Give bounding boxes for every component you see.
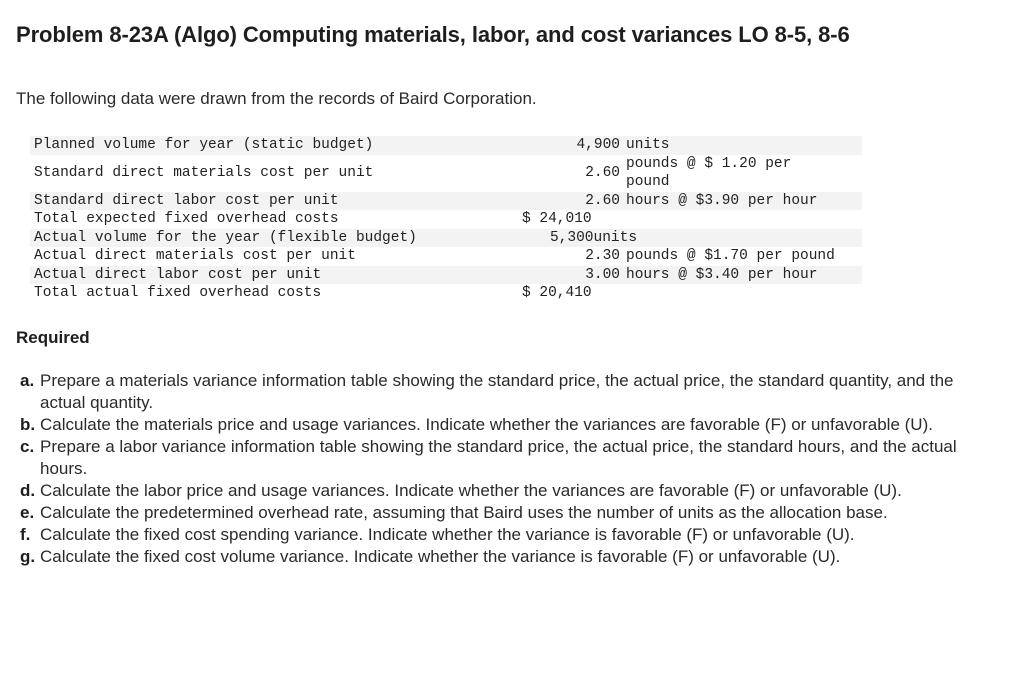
row-label: Standard direct materials cost per unit xyxy=(34,164,374,181)
page-title: Problem 8-23A (Algo) Computing materials, labor, and cost variances LO 8-5, 8-6 xyxy=(16,22,850,47)
item-text: Calculate the labor price and usage variances. Indicate whether the variances are favorable (F) or unfavorable (U). xyxy=(40,481,902,500)
row-label: Total actual fixed overhead costs xyxy=(34,285,322,301)
row-unit: units xyxy=(620,136,862,155)
item-letter: c. xyxy=(20,437,35,456)
row-value: 2.60 xyxy=(518,192,620,211)
list-item xyxy=(20,414,970,436)
list-item xyxy=(20,524,970,546)
table-row xyxy=(30,284,862,303)
list-item xyxy=(20,502,970,524)
row-label: Actual direct materials cost per unit xyxy=(34,248,356,264)
row-value: 2.60 xyxy=(585,164,620,181)
row-unit: hours @ $3.40 per hour xyxy=(620,266,862,285)
item-letter: g. xyxy=(20,547,36,566)
row-value: 4,900 xyxy=(518,136,620,155)
table-row xyxy=(30,136,862,155)
row-unit: hours @ $3.90 per hour xyxy=(620,192,862,211)
item-text: Calculate the predetermined overhead rate, assuming that Baird uses the number of units as the allocation base. xyxy=(40,503,888,522)
list-item xyxy=(20,370,970,414)
list-item xyxy=(20,546,970,568)
row-unit xyxy=(620,284,862,303)
item-letter: d. xyxy=(20,481,36,500)
row-unit: pounds @ $1.70 per pound xyxy=(626,248,835,264)
table-row xyxy=(30,192,862,211)
row-value: $ 20,410 xyxy=(522,285,592,301)
list-item xyxy=(20,480,970,502)
data-table xyxy=(30,136,862,303)
table-row xyxy=(30,210,862,229)
intro-text: The following data were drawn from the records of Baird Corporation. xyxy=(16,89,537,108)
row-label: Actual direct labor cost per unit xyxy=(30,266,518,285)
item-letter: e. xyxy=(20,503,35,522)
row-label: Planned volume for year (static budget) xyxy=(30,136,518,155)
row-label: Total expected fixed overhead costs xyxy=(34,211,339,227)
table-row xyxy=(30,266,862,285)
required-heading: Required xyxy=(16,328,90,347)
row-label: Standard direct labor cost per unit xyxy=(30,192,518,211)
row-value: 3.00 xyxy=(518,266,620,285)
table-row xyxy=(30,155,862,192)
table-row xyxy=(30,229,862,248)
table-row xyxy=(30,247,862,266)
item-text: Prepare a labor variance information table showing the standard price, the actual price, the standard hours, and the actual hours. xyxy=(40,437,957,478)
item-text: Calculate the materials price and usage variances. Indicate whether the variances are favorable (F) or unfavorable (U). xyxy=(40,415,933,434)
requirements-list xyxy=(20,370,970,568)
item-letter: f. xyxy=(20,525,31,544)
row-value: 5,300units xyxy=(518,229,862,248)
list-item xyxy=(20,436,970,480)
item-text: Calculate the fixed cost volume variance. Indicate whether the variance is favorable (F) or unfavorable (U). xyxy=(40,547,841,566)
row-label: Actual volume for the year (flexible budget) xyxy=(30,229,518,248)
row-value: $ 24,010 xyxy=(522,211,592,227)
row-unit xyxy=(620,210,862,229)
item-letter: a. xyxy=(20,371,35,390)
row-unit: pounds @ $ 1.20 per pound xyxy=(626,155,792,190)
item-text: Prepare a materials variance information table showing the standard price, the actual price, the standard quantity, and the actual quantity. xyxy=(40,371,954,412)
item-letter: b. xyxy=(20,415,36,434)
row-value: 2.30 xyxy=(585,248,620,264)
item-text: Calculate the fixed cost spending variance. Indicate whether the variance is favorable (F) or unfavorable (U). xyxy=(40,525,855,544)
